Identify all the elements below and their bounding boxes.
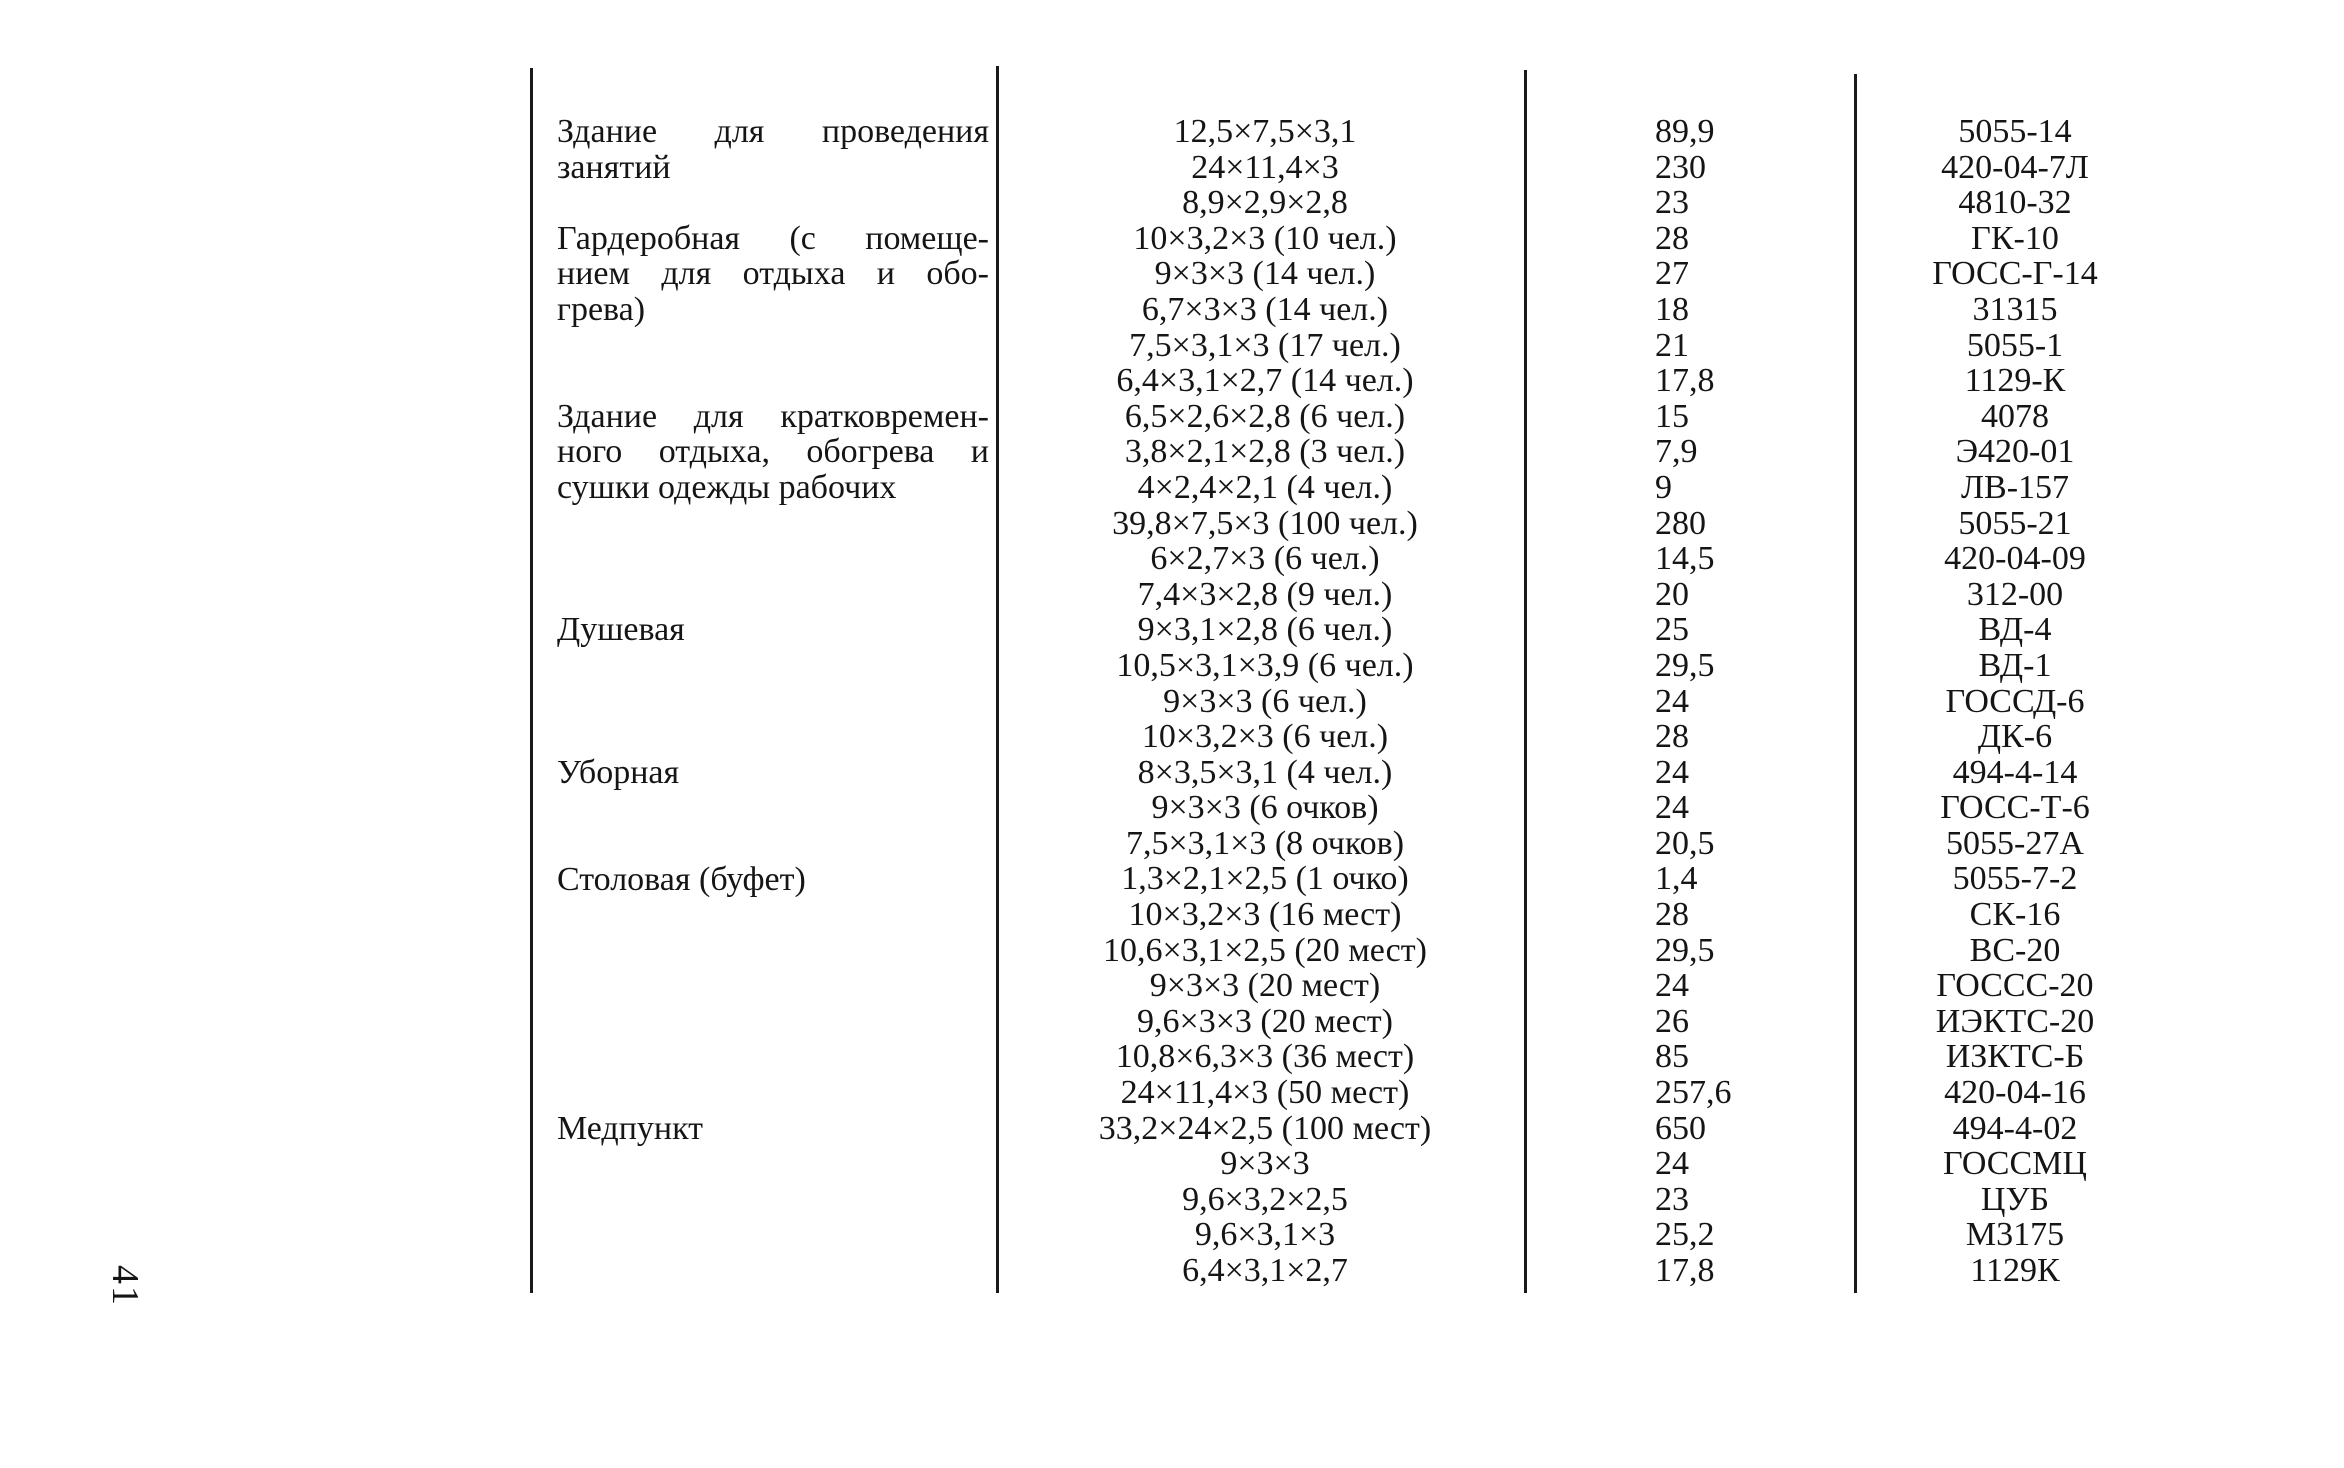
- project-code-cell: ВД-1: [1978, 646, 2052, 684]
- column-rule-2: [996, 66, 999, 1293]
- building-name-line: Гардеробная (с помеще-: [557, 219, 989, 257]
- area-cell: 20,5: [1655, 824, 1715, 862]
- building-name: [557, 1111, 989, 1147]
- project-code-column: [1855, 114, 2175, 1289]
- dimension-cell: 39,8×7,5×3 (100 чел.): [1112, 504, 1418, 542]
- dimension-cell: 6×2,7×3 (6 чел.): [1150, 540, 1380, 578]
- project-code-cell: ГОССД-6: [1945, 682, 2085, 720]
- area-cell: 20: [1655, 575, 1689, 613]
- building-name: [557, 221, 989, 328]
- building-name-line: ного отдыха, обогрева и: [557, 433, 989, 471]
- dimension-cell: 9×3×3: [1220, 1145, 1310, 1183]
- building-name-line: нием для отдыха и обо-: [557, 255, 989, 293]
- dimension-cell: 7,5×3,1×3 (8 очков): [1125, 824, 1405, 862]
- building-name-line: Душевая: [557, 611, 685, 649]
- project-code-cell: СК-16: [1969, 896, 2061, 934]
- project-code-cell: ЛВ-157: [1960, 468, 2070, 506]
- area-cell: 15: [1655, 397, 1689, 435]
- area-cell: 26: [1655, 1002, 1689, 1040]
- dimension-cell: 3,8×2,1×2,8 (3 чел.): [1124, 433, 1406, 471]
- dimension-cell: 4×2,4×2,1 (4 чел.): [1137, 468, 1393, 506]
- building-name-line: Медпункт: [557, 1109, 704, 1147]
- project-code-cell: ГОССС-20: [1936, 967, 2094, 1005]
- building-name: [557, 399, 989, 506]
- area-cell: 28: [1655, 219, 1689, 257]
- dimension-cell: 9×3×3 (6 чел.): [1163, 682, 1367, 720]
- area-cell: 24: [1655, 789, 1689, 827]
- project-code-cell: 5055-7-2: [1952, 860, 2078, 898]
- dimension-cell: 12,5×7,5×3,1: [1173, 113, 1357, 150]
- dimension-cell: 8,9×2,9×2,8: [1182, 184, 1348, 222]
- dimension-cell: 10×3,2×3 (10 чел.): [1133, 219, 1397, 257]
- project-code-cell: 5055-21: [1958, 504, 2072, 542]
- project-code-cell: 494-4-14: [1952, 753, 2078, 791]
- project-code-cell: ГК-10: [1971, 219, 2059, 257]
- project-code-cell: ВД-4: [1978, 611, 2052, 649]
- area-cell: 18: [1655, 290, 1689, 328]
- dimension-cell: 10,5×3,1×3,9 (6 чел.): [1116, 646, 1414, 684]
- area-cell: 230: [1655, 148, 1706, 186]
- project-code-cell: ГОСС-Г-14: [1932, 255, 2098, 293]
- dimension-cell: 7,4×3×2,8 (9 чел.): [1137, 575, 1393, 613]
- project-code-cell: 4078: [1981, 397, 2049, 435]
- dimension-cell: 1,3×2,1×2,5 (1 очко): [1121, 860, 1409, 898]
- area-cell: 89,9: [1655, 113, 1715, 150]
- dimension-cell: 9×3,1×2,8 (6 чел.): [1137, 611, 1393, 649]
- area-cell: 24: [1655, 682, 1689, 720]
- page-number: 41: [104, 1265, 146, 1307]
- project-code-cell: 420-04-16: [1944, 1074, 2086, 1112]
- dimension-cell: 6,5×2,6×2,8 (6 чел.): [1124, 397, 1406, 435]
- area-cell: 24: [1655, 1145, 1689, 1183]
- column-rule-left: [530, 68, 533, 1293]
- dimension-cell: 6,4×3,1×2,7 (14 чел.): [1116, 362, 1414, 400]
- dimension-cell: 24×11,4×3: [1191, 148, 1339, 186]
- dimension-cell: 10,6×3,1×2,5 (20 мест): [1103, 931, 1427, 969]
- building-name-line: занятий: [557, 148, 671, 186]
- building-name: [557, 612, 989, 648]
- project-code-cell: 5055-1: [1966, 326, 2064, 364]
- area-cell: 85: [1655, 1038, 1689, 1076]
- area-cell: 25,2: [1655, 1216, 1715, 1254]
- dimension-cell: 9×3×3 (14 чел.): [1154, 255, 1376, 293]
- building-name-line: Здание для проведения: [557, 113, 989, 150]
- project-code-cell: 31315: [1972, 290, 2058, 328]
- dimension-cell: 10,8×6,3×3 (36 мест): [1115, 1038, 1415, 1076]
- area-cell: 23: [1655, 184, 1689, 222]
- area-cell: 29,5: [1655, 646, 1715, 684]
- dimension-cell: 9,6×3,2×2,5: [1182, 1180, 1348, 1218]
- building-name-line: Столовая (буфет): [557, 860, 806, 898]
- project-code-cell: 1129К: [1970, 1252, 2060, 1289]
- dimension-cell: 24×11,4×3 (50 мест): [1120, 1074, 1410, 1112]
- building-name-line: сушки одежды рабочих: [557, 468, 897, 506]
- area-cell: 17,8: [1655, 362, 1715, 400]
- area-cell: 21: [1655, 326, 1689, 364]
- dimension-cell: 10×3,2×3 (16 мест): [1128, 896, 1402, 934]
- project-code-cell: ГОССМЦ: [1943, 1145, 2087, 1183]
- project-code-cell: ЦУБ: [1980, 1180, 2050, 1218]
- project-code-cell: ДК-6: [1977, 718, 2053, 756]
- dimension-cell: 8×3,5×3,1 (4 чел.): [1137, 753, 1393, 791]
- project-code-cell: ИЭКТС-20: [1935, 1002, 2095, 1040]
- area-cell: 257,6: [1655, 1074, 1732, 1112]
- dimension-cell: 9,6×3×3 (20 мест): [1137, 1002, 1393, 1040]
- building-name: [557, 862, 989, 898]
- dimension-cell: 9×3×3 (20 мест): [1149, 967, 1381, 1005]
- dimension-cell: 33,2×24×2,5 (100 мест): [1098, 1109, 1432, 1147]
- project-code-cell: 5055-27А: [1946, 824, 2084, 862]
- building-name-line: Уборная: [557, 753, 680, 791]
- area-cell: 650: [1655, 1109, 1706, 1147]
- project-code-cell: 420-04-09: [1944, 540, 2086, 578]
- project-code-cell: 494-4-02: [1952, 1109, 2078, 1147]
- dimensions-column: [1000, 114, 1530, 1289]
- project-code-cell: 312-00: [1966, 575, 2064, 613]
- area-cell: 28: [1655, 896, 1689, 934]
- area-cell: 7,9: [1655, 433, 1698, 471]
- project-code-cell: М3175: [1965, 1216, 2065, 1254]
- dimension-cell: 10×3,2×3 (6 чел.): [1141, 718, 1389, 756]
- project-code-cell: ВС-20: [1969, 931, 2061, 969]
- project-code-cell: 420-04-7Л: [1941, 148, 2089, 186]
- building-name-line: грева): [557, 290, 646, 328]
- dimension-cell: 6,4×3,1×2,7: [1182, 1252, 1348, 1289]
- project-code-cell: 4810-32: [1958, 184, 2072, 222]
- project-code-cell: ГОСС-Т-6: [1940, 789, 2090, 827]
- area-cell: 23: [1655, 1180, 1689, 1218]
- area-cell: 280: [1655, 504, 1706, 542]
- area-cell: 24: [1655, 753, 1689, 791]
- project-code-cell: ИЗКТС-Б: [1945, 1038, 2085, 1076]
- dimension-cell: 6,7×3×3 (14 чел.): [1141, 290, 1389, 328]
- area-cell: 14,5: [1655, 540, 1715, 578]
- building-name: [557, 755, 989, 791]
- area-cell: 24: [1655, 967, 1689, 1005]
- dimension-cell: 9,6×3,1×3: [1194, 1216, 1336, 1254]
- area-cell: 25: [1655, 611, 1689, 649]
- building-name: [557, 114, 989, 185]
- area-cell: 29,5: [1655, 931, 1715, 969]
- dimension-cell: 7,5×3,1×3 (17 чел.): [1129, 326, 1401, 364]
- area-cell: 28: [1655, 718, 1689, 756]
- building-name-line: Здание для кратковремен-: [557, 397, 989, 435]
- dimension-cell: 9×3×3 (6 очков): [1151, 789, 1379, 827]
- area-cell: 17,8: [1655, 1252, 1715, 1289]
- area-cell: 1,4: [1655, 860, 1698, 898]
- project-code-cell: Э420-01: [1955, 433, 2075, 471]
- project-code-cell: 1129-К: [1964, 362, 2066, 400]
- area-cell: 27: [1655, 255, 1689, 293]
- project-code-cell: 5055-14: [1958, 113, 2072, 150]
- area-column: [1530, 114, 1790, 1289]
- area-cell: 9: [1655, 468, 1672, 506]
